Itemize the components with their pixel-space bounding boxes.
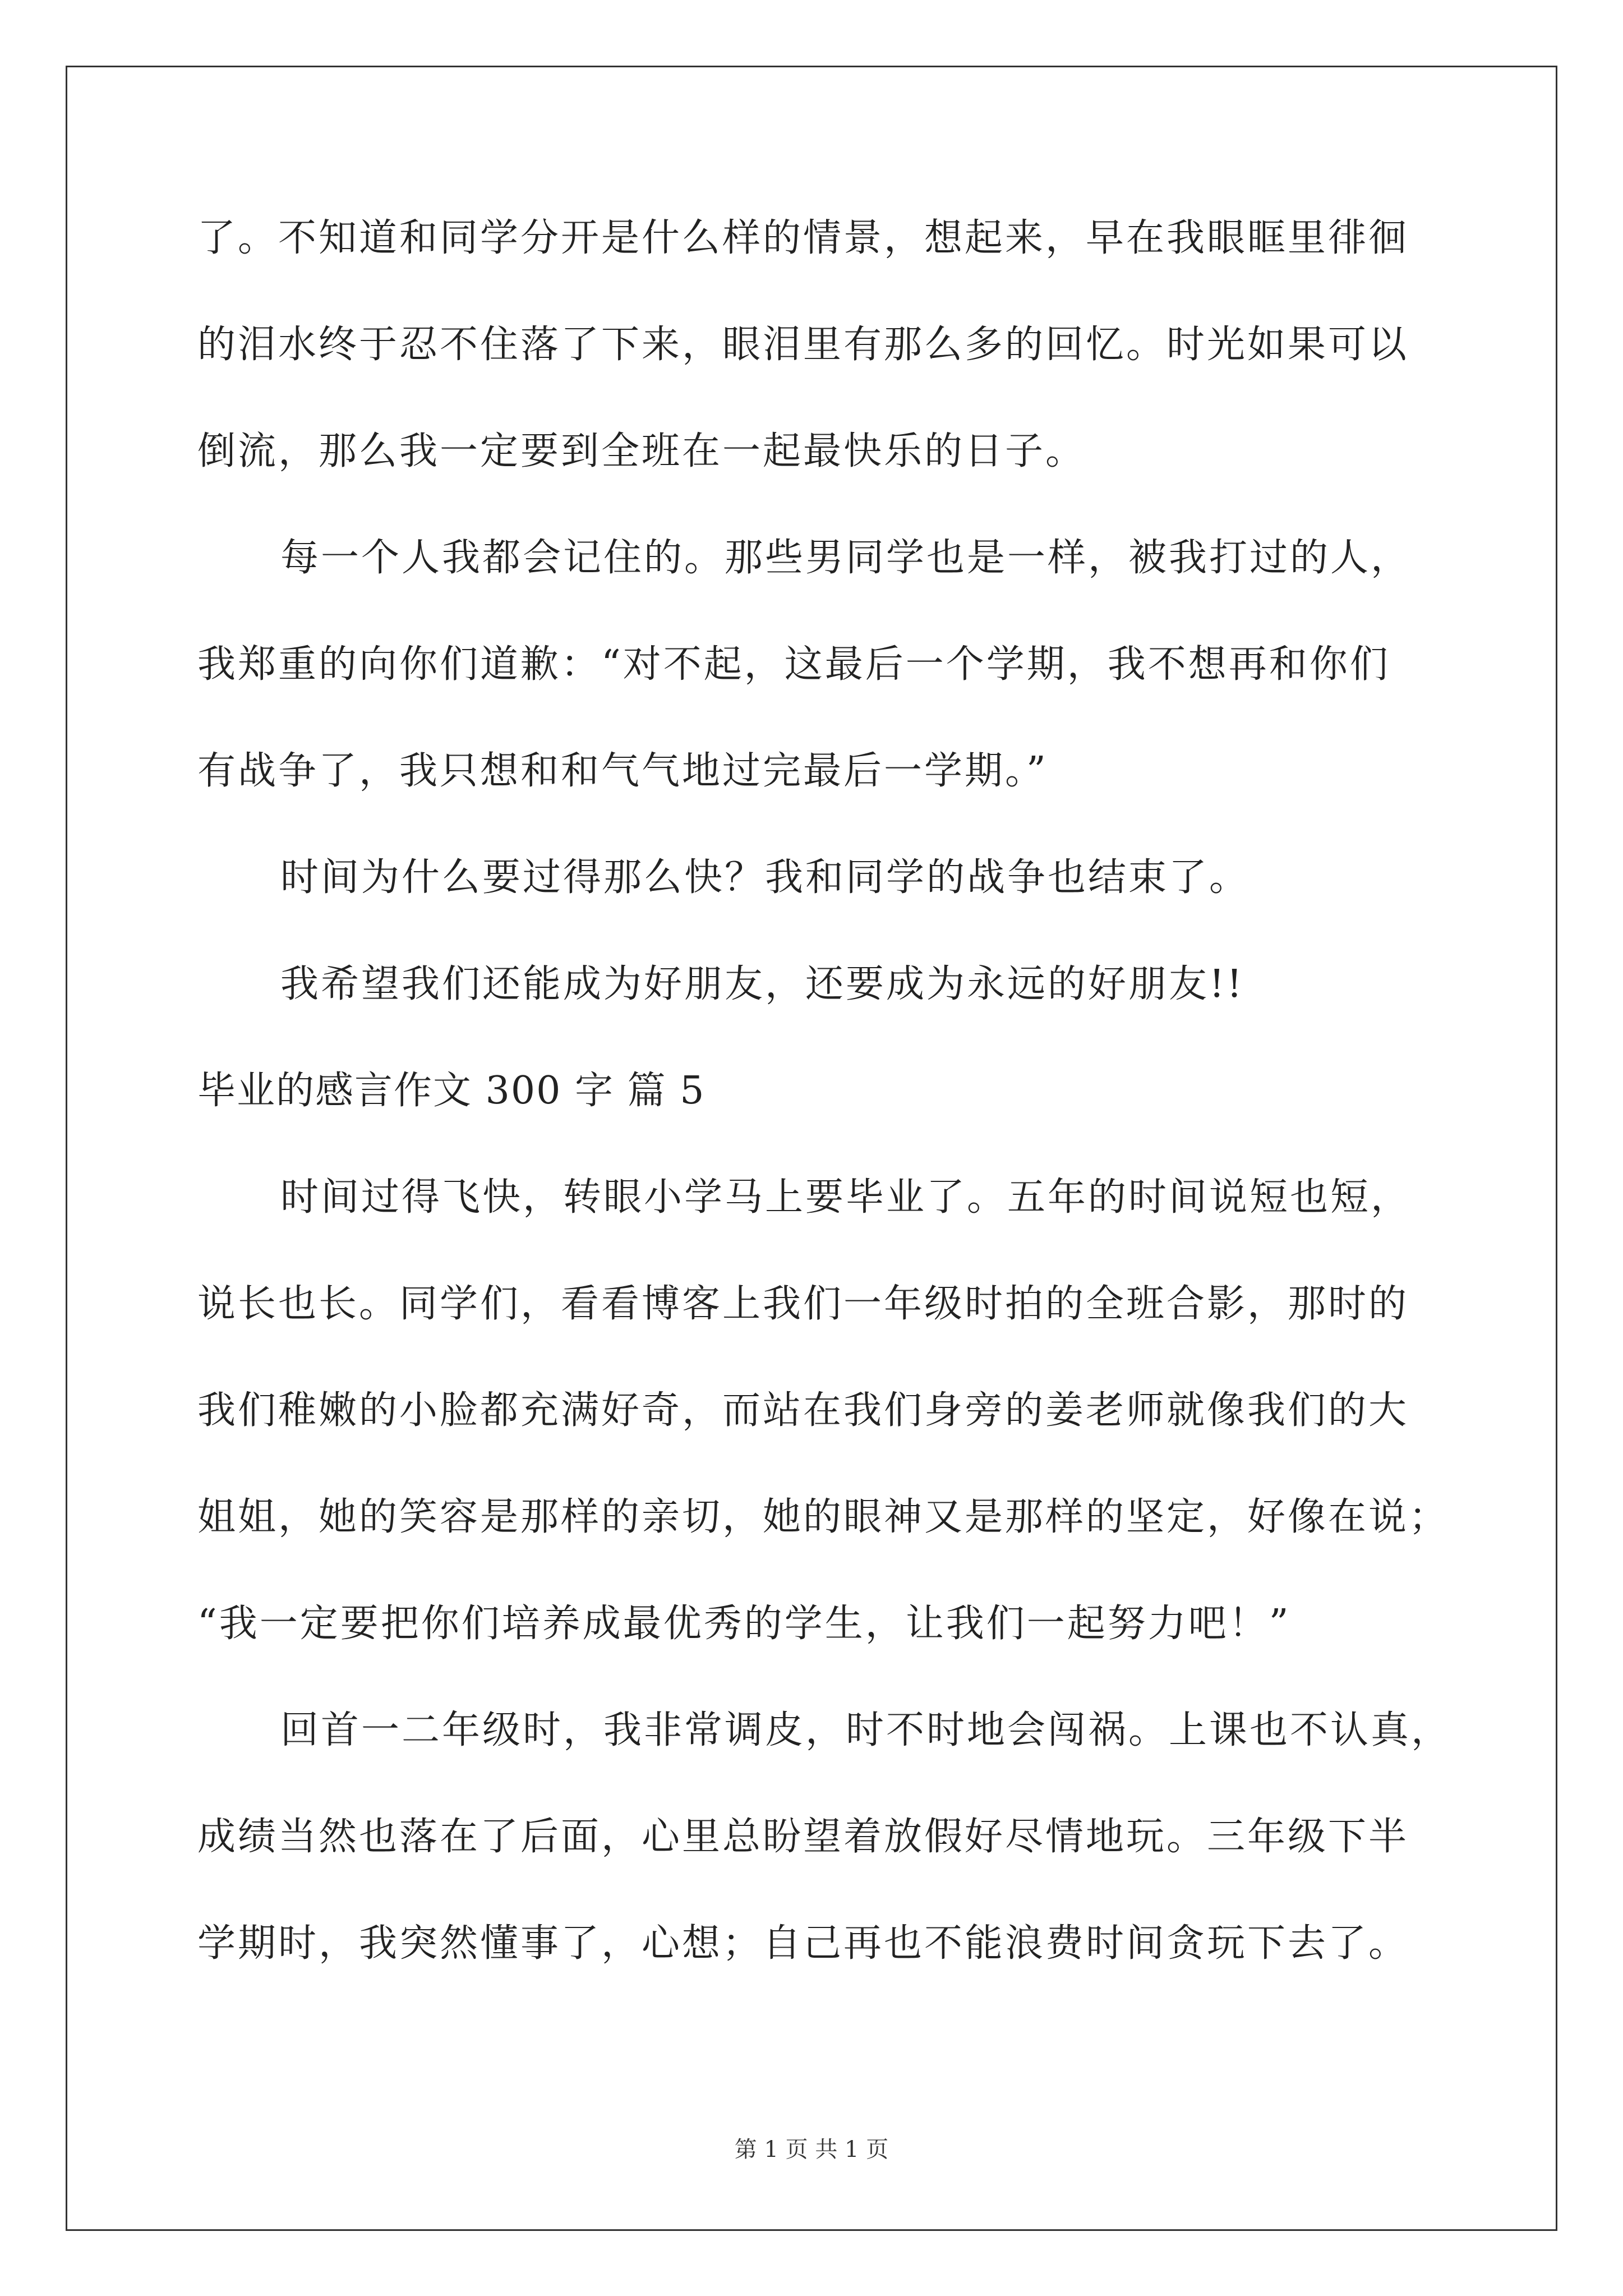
text-line: 我郑重的向你们道歉：“对不起，这最后一个学期，我不想再和你们: [197, 642, 1390, 687]
section-heading: 毕业的感言作文 300 字 篇 5: [197, 1069, 706, 1113]
text-line: 我希望我们还能成为好朋友，还要成为永远的好朋友!!: [280, 962, 1244, 1006]
text-line: 有战争了，我只想和和气气地过完最后一学期。”: [197, 749, 1048, 793]
text-line: 姐姐，她的笑容是那样的亲切，她的眼神又是那样的坚定，好像在说；: [197, 1495, 1450, 1539]
text-line: 每一个人我都会记住的。那些男同学也是一样，被我打过的人，: [280, 536, 1412, 580]
text-line: 成绩当然也落在了后面，心里总盼望着放假好尽情地玩。三年级下半: [197, 1815, 1409, 1859]
text-line: 我们稚嫩的小脸都充满好奇，而站在我们身旁的姜老师就像我们的大: [197, 1388, 1409, 1433]
text-line: 学期时，我突然懂事了，心想；自己再也不能浪费时间贪玩下去了。: [197, 1921, 1409, 1966]
text-line: 了。不知道和同学分开是什么样的情景，想起来，早在我眼眶里徘徊: [197, 216, 1409, 260]
page-footer: 第 1 页 共 1 页: [734, 2137, 889, 2162]
text-line: 回首一二年级时，我非常调皮，时不时地会闯祸。上课也不认真，: [280, 1708, 1452, 1752]
text-line: 说长也长。同学们，看看博客上我们一年级时拍的全班合影，那时的: [197, 1282, 1409, 1326]
text-line: “我一定要把你们培养成最优秀的学生，让我们一起努力吧！”: [197, 1602, 1291, 1646]
document-body: [197, 216, 1459, 2031]
text-line: 时间过得飞快，转眼小学马上要毕业了。五年的时间说短也短，: [280, 1175, 1412, 1220]
text-line: 倒流，那么我一定要到全班在一起最快乐的日子。: [197, 429, 1086, 473]
text-line: 的泪水终于忍不住落了下来，眼泪里有那么多的回忆。时光如果可以: [197, 323, 1409, 367]
text-line: 时间为什么要过得那么快？我和同学的战争也结束了。: [280, 855, 1250, 900]
